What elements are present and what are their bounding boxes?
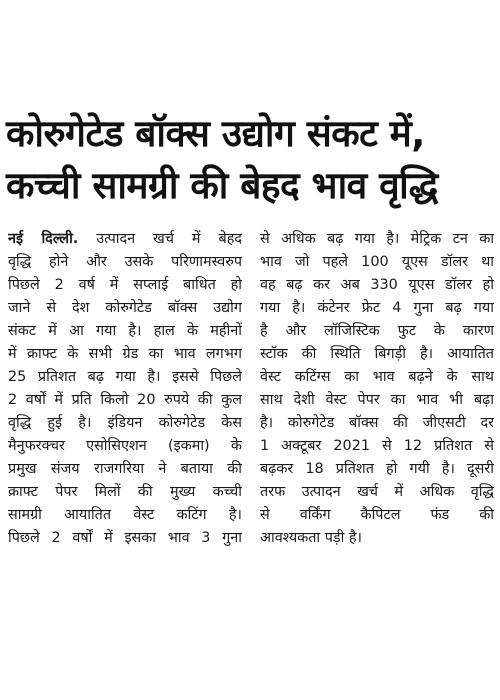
article-line: पिछले 2 वर्ष में सप्लाई बाधित हो [8,277,242,293]
article-column-left [8,228,242,550]
article-line: वृद्धि होने और उसके परिणामस्वरुप [8,254,242,270]
article-line: जाने से देश कोरुगेटेड बॉक्स उद्योग [8,300,242,316]
article-line: से अधिक बढ़ गया है। मेट्रिक टन का [260,231,494,247]
article-line: 25 प्रतिशत बढ़ गया है। इससे पिछले [8,369,242,385]
article-line: भाव जो पहले 100 यूएस डॉलर था [260,254,494,270]
article-line: तरफ उत्पादन खर्च में अधिक वृद्धि [260,484,494,500]
article-line: संकट में आ गया है। हाल के महीनों [8,323,242,339]
article-line: है और लॉजिस्टिक फुट के कारण [260,323,494,339]
headline-line-2: कच्ची सामग्री की बेहद भाव वृद्धि [6,164,438,207]
article-line: वृद्धि हुई है। इंडियन कोरुगेटेड केस [8,415,242,431]
article-line: क्राफ्ट पेपर मिलों की मुख्य कच्ची [8,484,242,500]
article-line: मैनुफरक्चर एसोसिएशन (इकमा) के [8,438,242,454]
article-line [8,228,242,251]
article-line: स्टॉक की स्थिति बिगड़ी है। आयातित [260,346,494,362]
headline [6,108,494,212]
article-line: आवश्यकता पड़ी है। [260,530,362,546]
article-line: से वर्किंग कैपिटल फंड की [260,507,494,523]
dateline: नई दिल्ली. [8,231,79,247]
article-line: साथ देशी वेस्ट पेपर का भाव भी बढ़ा [260,392,494,408]
article-line: गया है। कंटेनर फ्रेट 4 गुना बढ़ गया [260,300,494,316]
article-line: 1 अक्टूबर 2021 से 12 प्रतिशत से [260,438,494,454]
article-text: उत्पादन खर्च में बेहद [78,231,242,247]
article-line: वह बढ़ कर अब 330 यूएस डॉलर हो [260,277,494,293]
headline-line-1: कोरुगेटेड बॉक्स उद्योग संकट में, [6,112,425,155]
article-line: वेस्ट कटिंग्स का भाव बढ़ने के साथ [260,369,494,385]
article-line: है। कोरुगेटेड बॉक्स की जीएसटी दर [260,415,494,431]
article-line: 2 वर्षों में प्रति किलो 20 रुपये की कुल [8,392,242,408]
article-line: पिछले 2 वर्षों में इसका भाव 3 गुना [8,530,242,546]
article-line: में क्राफ्ट के सभी ग्रेड का भाव लगभग [8,346,242,362]
article-line: बढ़कर 18 प्रतिशत हो गयी है। दूसरी [260,461,494,477]
article-column-right [260,228,494,550]
article-line: सामग्री आयातित वेस्ट कटिंग है। [8,507,242,523]
article-line: प्रमुख संजय राजगरिया ने बताया की [8,461,242,477]
